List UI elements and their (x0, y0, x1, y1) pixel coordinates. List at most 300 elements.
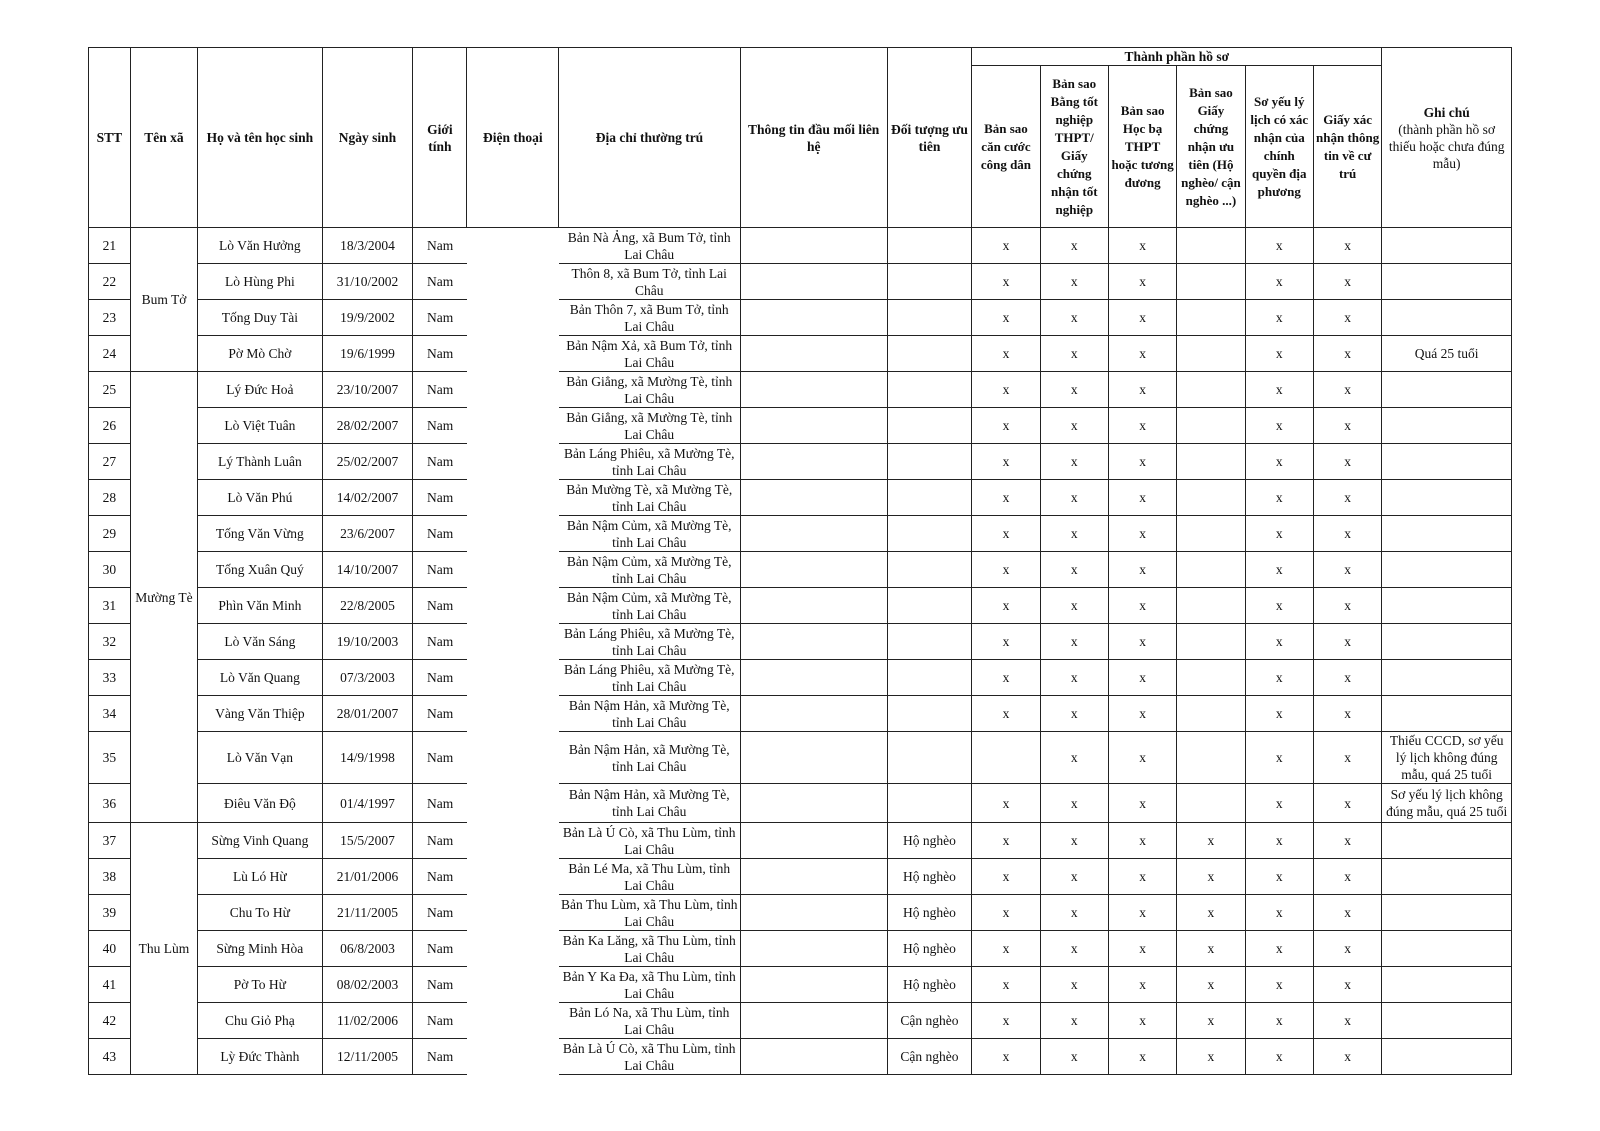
address-cell: Bản Lé Ma, xã Thu Lùm, tỉnh Lai Châu (559, 859, 741, 895)
table-row (89, 480, 1512, 516)
doc-xac-nhan-cu-tru-cell: x (1313, 859, 1381, 895)
note-cell (1382, 624, 1512, 660)
stt-cell: 42 (89, 1003, 131, 1039)
note-cell (1382, 516, 1512, 552)
doc-xac-nhan-cu-tru-cell: x (1313, 660, 1381, 696)
doc-giay-uu-tien-cell (1177, 444, 1245, 480)
stt-cell: 30 (89, 552, 131, 588)
doc-bang-tot-nghiep-cell: x (1040, 823, 1108, 859)
sex-cell: Nam (413, 823, 467, 859)
doc-cccd-cell: x (972, 444, 1040, 480)
contact-info-cell (740, 480, 887, 516)
note-cell (1382, 931, 1512, 967)
sex-cell: Nam (413, 444, 467, 480)
address-cell: Bản Nà Ảng, xã Bum Tở, tỉnh Lai Châu (559, 228, 741, 264)
table-row (89, 516, 1512, 552)
doc-giay-uu-tien-cell (1177, 264, 1245, 300)
dob-cell: 23/10/2007 (322, 372, 413, 408)
doc-xac-nhan-cu-tru-cell: x (1313, 624, 1381, 660)
contact-info-cell (740, 444, 887, 480)
note-cell (1382, 660, 1512, 696)
doc-xac-nhan-cu-tru-cell: x (1313, 516, 1381, 552)
student-name-cell: Tống Xuân Quý (198, 552, 322, 588)
sex-cell: Nam (413, 696, 467, 732)
doc-giay-uu-tien-cell (1177, 784, 1245, 823)
doc-bang-tot-nghiep-cell: x (1040, 444, 1108, 480)
contact-info-cell (740, 372, 887, 408)
priority-cell (887, 408, 972, 444)
phone-cell (467, 660, 559, 696)
dob-cell: 12/11/2005 (322, 1039, 413, 1075)
student-name-cell: Sừng Minh Hòa (198, 931, 322, 967)
doc-so-yeu-ly-lich-cell: x (1245, 859, 1313, 895)
commune-cell: Thu Lùm (130, 823, 197, 1075)
contact-info-cell (740, 1003, 887, 1039)
dob-cell: 19/9/2002 (322, 300, 413, 336)
phone-cell (467, 732, 559, 784)
table-row (89, 967, 1512, 1003)
priority-cell (887, 228, 972, 264)
doc-hoc-ba-cell: x (1108, 480, 1176, 516)
header-ten-xa: Tên xã (130, 48, 197, 228)
priority-cell (887, 696, 972, 732)
priority-cell (887, 264, 972, 300)
sex-cell: Nam (413, 895, 467, 931)
sex-cell: Nam (413, 1003, 467, 1039)
phone-cell (467, 444, 559, 480)
address-cell: Bản Là Ú Cò, xã Thu Lùm, tỉnh Lai Châu (559, 1039, 741, 1075)
dob-cell: 22/8/2005 (322, 588, 413, 624)
phone-cell (467, 552, 559, 588)
student-name-cell: Pờ Mò Chờ (198, 336, 322, 372)
stt-cell: 41 (89, 967, 131, 1003)
doc-bang-tot-nghiep-cell: x (1040, 967, 1108, 1003)
stt-cell: 29 (89, 516, 131, 552)
doc-so-yeu-ly-lich-cell: x (1245, 931, 1313, 967)
table-row (89, 931, 1512, 967)
stt-cell: 39 (89, 895, 131, 931)
doc-giay-uu-tien-cell: x (1177, 895, 1245, 931)
doc-giay-uu-tien-cell (1177, 336, 1245, 372)
doc-so-yeu-ly-lich-cell: x (1245, 624, 1313, 660)
priority-cell (887, 300, 972, 336)
doc-giay-uu-tien-cell: x (1177, 931, 1245, 967)
doc-bang-tot-nghiep-cell: x (1040, 588, 1108, 624)
doc-bang-tot-nghiep-cell: x (1040, 624, 1108, 660)
contact-info-cell (740, 823, 887, 859)
doc-so-yeu-ly-lich-cell: x (1245, 480, 1313, 516)
header-thong-tin-lien-he: Thông tin đầu mối liên hệ (740, 48, 887, 228)
priority-cell (887, 732, 972, 784)
doc-cccd-cell: x (972, 228, 1040, 264)
doc-cccd-cell: x (972, 660, 1040, 696)
header-dien-thoai: Điện thoại (467, 48, 559, 228)
stt-cell: 22 (89, 264, 131, 300)
header-gioi-tinh: Giới tính (413, 48, 467, 228)
student-name-cell: Sừng Vinh Quang (198, 823, 322, 859)
table-row (89, 1003, 1512, 1039)
doc-so-yeu-ly-lich-cell: x (1245, 732, 1313, 784)
doc-bang-tot-nghiep-cell: x (1040, 336, 1108, 372)
header-ghi-chu-subtitle: (thành phần hồ sơ thiếu hoặc chưa đúng mẫu) (1388, 121, 1505, 171)
dob-cell: 21/11/2005 (322, 895, 413, 931)
doc-cccd-cell: x (972, 696, 1040, 732)
sex-cell: Nam (413, 552, 467, 588)
header-bang-tot-nghiep: Bản sao Bằng tốt nghiệp THPT/ Giấy chứng nhận tốt nghiệp (1040, 66, 1108, 228)
doc-giay-uu-tien-cell (1177, 660, 1245, 696)
note-cell (1382, 1039, 1512, 1075)
contact-info-cell (740, 660, 887, 696)
doc-bang-tot-nghiep-cell: x (1040, 660, 1108, 696)
address-cell: Bản Mường Tè, xã Mường Tè, tỉnh Lai Châu (559, 480, 741, 516)
address-cell: Bản Ló Na, xã Thu Lùm, tỉnh Lai Châu (559, 1003, 741, 1039)
note-cell (1382, 895, 1512, 931)
stt-cell: 36 (89, 784, 131, 823)
doc-so-yeu-ly-lich-cell: x (1245, 300, 1313, 336)
contact-info-cell (740, 859, 887, 895)
priority-cell (887, 624, 972, 660)
note-cell (1382, 300, 1512, 336)
doc-so-yeu-ly-lich-cell: x (1245, 895, 1313, 931)
stt-cell: 25 (89, 372, 131, 408)
student-name-cell: Lò Hùng Phi (198, 264, 322, 300)
doc-so-yeu-ly-lich-cell: x (1245, 784, 1313, 823)
phone-cell (467, 931, 559, 967)
stt-cell: 26 (89, 408, 131, 444)
header-doi-tuong-uu-tien: Đối tượng ưu tiên (887, 48, 972, 228)
table-row (89, 660, 1512, 696)
contact-info-cell (740, 336, 887, 372)
phone-cell (467, 408, 559, 444)
doc-xac-nhan-cu-tru-cell: x (1313, 444, 1381, 480)
note-cell (1382, 1003, 1512, 1039)
doc-so-yeu-ly-lich-cell: x (1245, 1039, 1313, 1075)
doc-giay-uu-tien-cell (1177, 624, 1245, 660)
doc-bang-tot-nghiep-cell: x (1040, 1039, 1108, 1075)
table-row (89, 300, 1512, 336)
header-ghi-chu-title: Ghi chú (1423, 104, 1470, 120)
table-row (89, 588, 1512, 624)
dob-cell: 23/6/2007 (322, 516, 413, 552)
stt-cell: 33 (89, 660, 131, 696)
doc-giay-uu-tien-cell: x (1177, 859, 1245, 895)
contact-info-cell (740, 264, 887, 300)
phone-cell (467, 967, 559, 1003)
sex-cell: Nam (413, 859, 467, 895)
sex-cell: Nam (413, 967, 467, 1003)
dob-cell: 18/3/2004 (322, 228, 413, 264)
sex-cell: Nam (413, 372, 467, 408)
doc-hoc-ba-cell: x (1108, 408, 1176, 444)
table-row (89, 696, 1512, 732)
address-cell: Bản Nậm Xả, xã Bum Tở, tỉnh Lai Châu (559, 336, 741, 372)
doc-bang-tot-nghiep-cell: x (1040, 1003, 1108, 1039)
priority-cell: Cận nghèo (887, 1039, 972, 1075)
doc-xac-nhan-cu-tru-cell: x (1313, 1003, 1381, 1039)
doc-hoc-ba-cell: x (1108, 696, 1176, 732)
doc-bang-tot-nghiep-cell: x (1040, 300, 1108, 336)
doc-xac-nhan-cu-tru-cell: x (1313, 823, 1381, 859)
doc-cccd-cell (972, 732, 1040, 784)
doc-hoc-ba-cell: x (1108, 300, 1176, 336)
priority-cell (887, 784, 972, 823)
doc-giay-uu-tien-cell: x (1177, 1003, 1245, 1039)
sex-cell: Nam (413, 336, 467, 372)
doc-hoc-ba-cell: x (1108, 967, 1176, 1003)
doc-bang-tot-nghiep-cell: x (1040, 516, 1108, 552)
header-stt: STT (89, 48, 131, 228)
student-name-cell: Lò Văn Hưởng (198, 228, 322, 264)
doc-bang-tot-nghiep-cell: x (1040, 372, 1108, 408)
phone-cell (467, 1039, 559, 1075)
student-name-cell: Lò Việt Tuân (198, 408, 322, 444)
address-cell: Bản Nậm Hản, xã Mường Tè, tỉnh Lai Châu (559, 784, 741, 823)
address-cell: Bản Là Ú Cò, xã Thu Lùm, tỉnh Lai Châu (559, 823, 741, 859)
stt-cell: 23 (89, 300, 131, 336)
phone-cell (467, 696, 559, 732)
doc-bang-tot-nghiep-cell: x (1040, 228, 1108, 264)
priority-cell: Hộ nghèo (887, 823, 972, 859)
doc-cccd-cell: x (972, 480, 1040, 516)
doc-bang-tot-nghiep-cell: x (1040, 784, 1108, 823)
table-row (89, 895, 1512, 931)
priority-cell: Hộ nghèo (887, 967, 972, 1003)
sex-cell: Nam (413, 516, 467, 552)
doc-xac-nhan-cu-tru-cell: x (1313, 967, 1381, 1003)
doc-xac-nhan-cu-tru-cell: x (1313, 408, 1381, 444)
stt-cell: 35 (89, 732, 131, 784)
address-cell: Bản Nậm Củm, xã Mường Tè, tỉnh Lai Châu (559, 516, 741, 552)
address-cell: Bản Láng Phiêu, xã Mường Tè, tỉnh Lai Châu (559, 444, 741, 480)
dob-cell: 08/02/2003 (322, 967, 413, 1003)
contact-info-cell (740, 784, 887, 823)
doc-so-yeu-ly-lich-cell: x (1245, 823, 1313, 859)
address-cell: Bản Giẳng, xã Mường Tè, tỉnh Lai Châu (559, 408, 741, 444)
doc-xac-nhan-cu-tru-cell: x (1313, 372, 1381, 408)
student-name-cell: Pờ To Hừ (198, 967, 322, 1003)
doc-bang-tot-nghiep-cell: x (1040, 931, 1108, 967)
priority-cell (887, 372, 972, 408)
note-cell (1382, 696, 1512, 732)
commune-cell: Mường Tè (130, 372, 197, 823)
doc-cccd-cell: x (972, 1003, 1040, 1039)
doc-hoc-ba-cell: x (1108, 784, 1176, 823)
doc-xac-nhan-cu-tru-cell: x (1313, 895, 1381, 931)
table-row (89, 823, 1512, 859)
dob-cell: 14/9/1998 (322, 732, 413, 784)
note-cell: Thiếu CCCD, sơ yếu lý lịch không đúng mẫu, quá 25 tuổi (1382, 732, 1512, 784)
doc-so-yeu-ly-lich-cell: x (1245, 264, 1313, 300)
address-cell: Bản Thôn 7, xã Bum Tở, tỉnh Lai Châu (559, 300, 741, 336)
table-row (89, 264, 1512, 300)
priority-cell (887, 588, 972, 624)
doc-hoc-ba-cell: x (1108, 1003, 1176, 1039)
phone-cell (467, 1003, 559, 1039)
doc-giay-uu-tien-cell (1177, 372, 1245, 408)
table-row (89, 552, 1512, 588)
table-row (89, 732, 1512, 784)
doc-cccd-cell: x (972, 300, 1040, 336)
sex-cell: Nam (413, 784, 467, 823)
doc-cccd-cell: x (972, 895, 1040, 931)
address-cell: Bản Nậm Củm, xã Mường Tè, tỉnh Lai Châu (559, 588, 741, 624)
sex-cell: Nam (413, 480, 467, 516)
stt-cell: 38 (89, 859, 131, 895)
stt-cell: 27 (89, 444, 131, 480)
contact-info-cell (740, 588, 887, 624)
dob-cell: 14/02/2007 (322, 480, 413, 516)
student-name-cell: Lù Ló Hừ (198, 859, 322, 895)
table-row (89, 408, 1512, 444)
priority-cell (887, 336, 972, 372)
priority-cell (887, 660, 972, 696)
doc-hoc-ba-cell: x (1108, 228, 1176, 264)
doc-so-yeu-ly-lich-cell: x (1245, 967, 1313, 1003)
header-hoc-ba: Bản sao Học bạ THPT hoặc tương đương (1108, 66, 1176, 228)
doc-cccd-cell: x (972, 823, 1040, 859)
contact-info-cell (740, 931, 887, 967)
contact-info-cell (740, 300, 887, 336)
phone-cell (467, 480, 559, 516)
doc-hoc-ba-cell: x (1108, 1039, 1176, 1075)
doc-hoc-ba-cell: x (1108, 372, 1176, 408)
dob-cell: 19/10/2003 (322, 624, 413, 660)
doc-xac-nhan-cu-tru-cell: x (1313, 696, 1381, 732)
doc-so-yeu-ly-lich-cell: x (1245, 372, 1313, 408)
stt-cell: 28 (89, 480, 131, 516)
doc-so-yeu-ly-lich-cell: x (1245, 336, 1313, 372)
phone-cell (467, 895, 559, 931)
phone-cell (467, 784, 559, 823)
address-cell: Bản Nậm Củm, xã Mường Tè, tỉnh Lai Châu (559, 552, 741, 588)
doc-giay-uu-tien-cell (1177, 588, 1245, 624)
note-cell (1382, 264, 1512, 300)
sex-cell: Nam (413, 588, 467, 624)
phone-cell (467, 228, 559, 264)
note-cell: Quá 25 tuổi (1382, 336, 1512, 372)
doc-giay-uu-tien-cell (1177, 408, 1245, 444)
sex-cell: Nam (413, 300, 467, 336)
sex-cell: Nam (413, 732, 467, 784)
stt-cell: 24 (89, 336, 131, 372)
doc-xac-nhan-cu-tru-cell: x (1313, 784, 1381, 823)
student-name-cell: Phìn Văn Minh (198, 588, 322, 624)
phone-cell (467, 264, 559, 300)
address-cell: Bản Y Ka Đa, xã Thu Lùm, tỉnh Lai Châu (559, 967, 741, 1003)
note-cell (1382, 444, 1512, 480)
doc-hoc-ba-cell: x (1108, 624, 1176, 660)
header-ghi-chu (1382, 48, 1512, 228)
student-records-table (88, 47, 1512, 1075)
table-row (89, 1039, 1512, 1075)
header-cccd: Bản sao căn cước công dân (972, 66, 1040, 228)
doc-bang-tot-nghiep-cell: x (1040, 480, 1108, 516)
stt-cell: 40 (89, 931, 131, 967)
stt-cell: 37 (89, 823, 131, 859)
doc-hoc-ba-cell: x (1108, 660, 1176, 696)
doc-giay-uu-tien-cell (1177, 300, 1245, 336)
doc-hoc-ba-cell: x (1108, 823, 1176, 859)
doc-bang-tot-nghiep-cell: x (1040, 552, 1108, 588)
doc-xac-nhan-cu-tru-cell: x (1313, 264, 1381, 300)
sex-cell: Nam (413, 228, 467, 264)
table-row (89, 784, 1512, 823)
phone-cell (467, 859, 559, 895)
contact-info-cell (740, 228, 887, 264)
contact-info-cell (740, 624, 887, 660)
header-thanh-phan-ho-so: Thành phần hồ sơ (972, 48, 1382, 66)
doc-so-yeu-ly-lich-cell: x (1245, 228, 1313, 264)
doc-giay-uu-tien-cell (1177, 480, 1245, 516)
dob-cell: 06/8/2003 (322, 931, 413, 967)
student-name-cell: Điêu Văn Độ (198, 784, 322, 823)
address-cell: Bản Nậm Hản, xã Mường Tè, tỉnh Lai Châu (559, 732, 741, 784)
priority-cell (887, 480, 972, 516)
student-name-cell: Lỳ Đức Thành (198, 1039, 322, 1075)
doc-cccd-cell: x (972, 336, 1040, 372)
doc-bang-tot-nghiep-cell: x (1040, 696, 1108, 732)
doc-cccd-cell: x (972, 588, 1040, 624)
doc-giay-uu-tien-cell (1177, 732, 1245, 784)
phone-cell (467, 516, 559, 552)
phone-cell (467, 300, 559, 336)
priority-cell: Hộ nghèo (887, 859, 972, 895)
doc-hoc-ba-cell: x (1108, 859, 1176, 895)
phone-cell (467, 372, 559, 408)
doc-hoc-ba-cell: x (1108, 588, 1176, 624)
student-name-cell: Lý Đức Hoả (198, 372, 322, 408)
student-name-cell: Chu Giỏ Phạ (198, 1003, 322, 1039)
doc-bang-tot-nghiep-cell: x (1040, 408, 1108, 444)
phone-cell (467, 588, 559, 624)
note-cell (1382, 480, 1512, 516)
dob-cell: 31/10/2002 (322, 264, 413, 300)
doc-xac-nhan-cu-tru-cell: x (1313, 1039, 1381, 1075)
priority-cell (887, 444, 972, 480)
address-cell: Bản Láng Phiêu, xã Mường Tè, tỉnh Lai Châu (559, 624, 741, 660)
doc-giay-uu-tien-cell (1177, 552, 1245, 588)
table-row (89, 372, 1512, 408)
table-row (89, 624, 1512, 660)
student-name-cell: Vàng Văn Thiệp (198, 696, 322, 732)
doc-giay-uu-tien-cell (1177, 696, 1245, 732)
note-cell (1382, 372, 1512, 408)
dob-cell: 28/02/2007 (322, 408, 413, 444)
note-cell (1382, 967, 1512, 1003)
table-body (89, 228, 1512, 1075)
doc-giay-uu-tien-cell: x (1177, 1039, 1245, 1075)
dob-cell: 11/02/2006 (322, 1003, 413, 1039)
stt-cell: 21 (89, 228, 131, 264)
doc-hoc-ba-cell: x (1108, 895, 1176, 931)
contact-info-cell (740, 732, 887, 784)
address-cell: Bản Giẳng, xã Mường Tè, tỉnh Lai Châu (559, 372, 741, 408)
doc-cccd-cell: x (972, 372, 1040, 408)
table-row (89, 859, 1512, 895)
priority-cell (887, 516, 972, 552)
stt-cell: 31 (89, 588, 131, 624)
doc-bang-tot-nghiep-cell: x (1040, 264, 1108, 300)
doc-cccd-cell: x (972, 264, 1040, 300)
commune-cell: Bum Tở (130, 228, 197, 372)
contact-info-cell (740, 895, 887, 931)
student-name-cell: Tống Duy Tài (198, 300, 322, 336)
doc-xac-nhan-cu-tru-cell: x (1313, 480, 1381, 516)
dob-cell: 28/01/2007 (322, 696, 413, 732)
doc-so-yeu-ly-lich-cell: x (1245, 696, 1313, 732)
dob-cell: 01/4/1997 (322, 784, 413, 823)
doc-so-yeu-ly-lich-cell: x (1245, 516, 1313, 552)
